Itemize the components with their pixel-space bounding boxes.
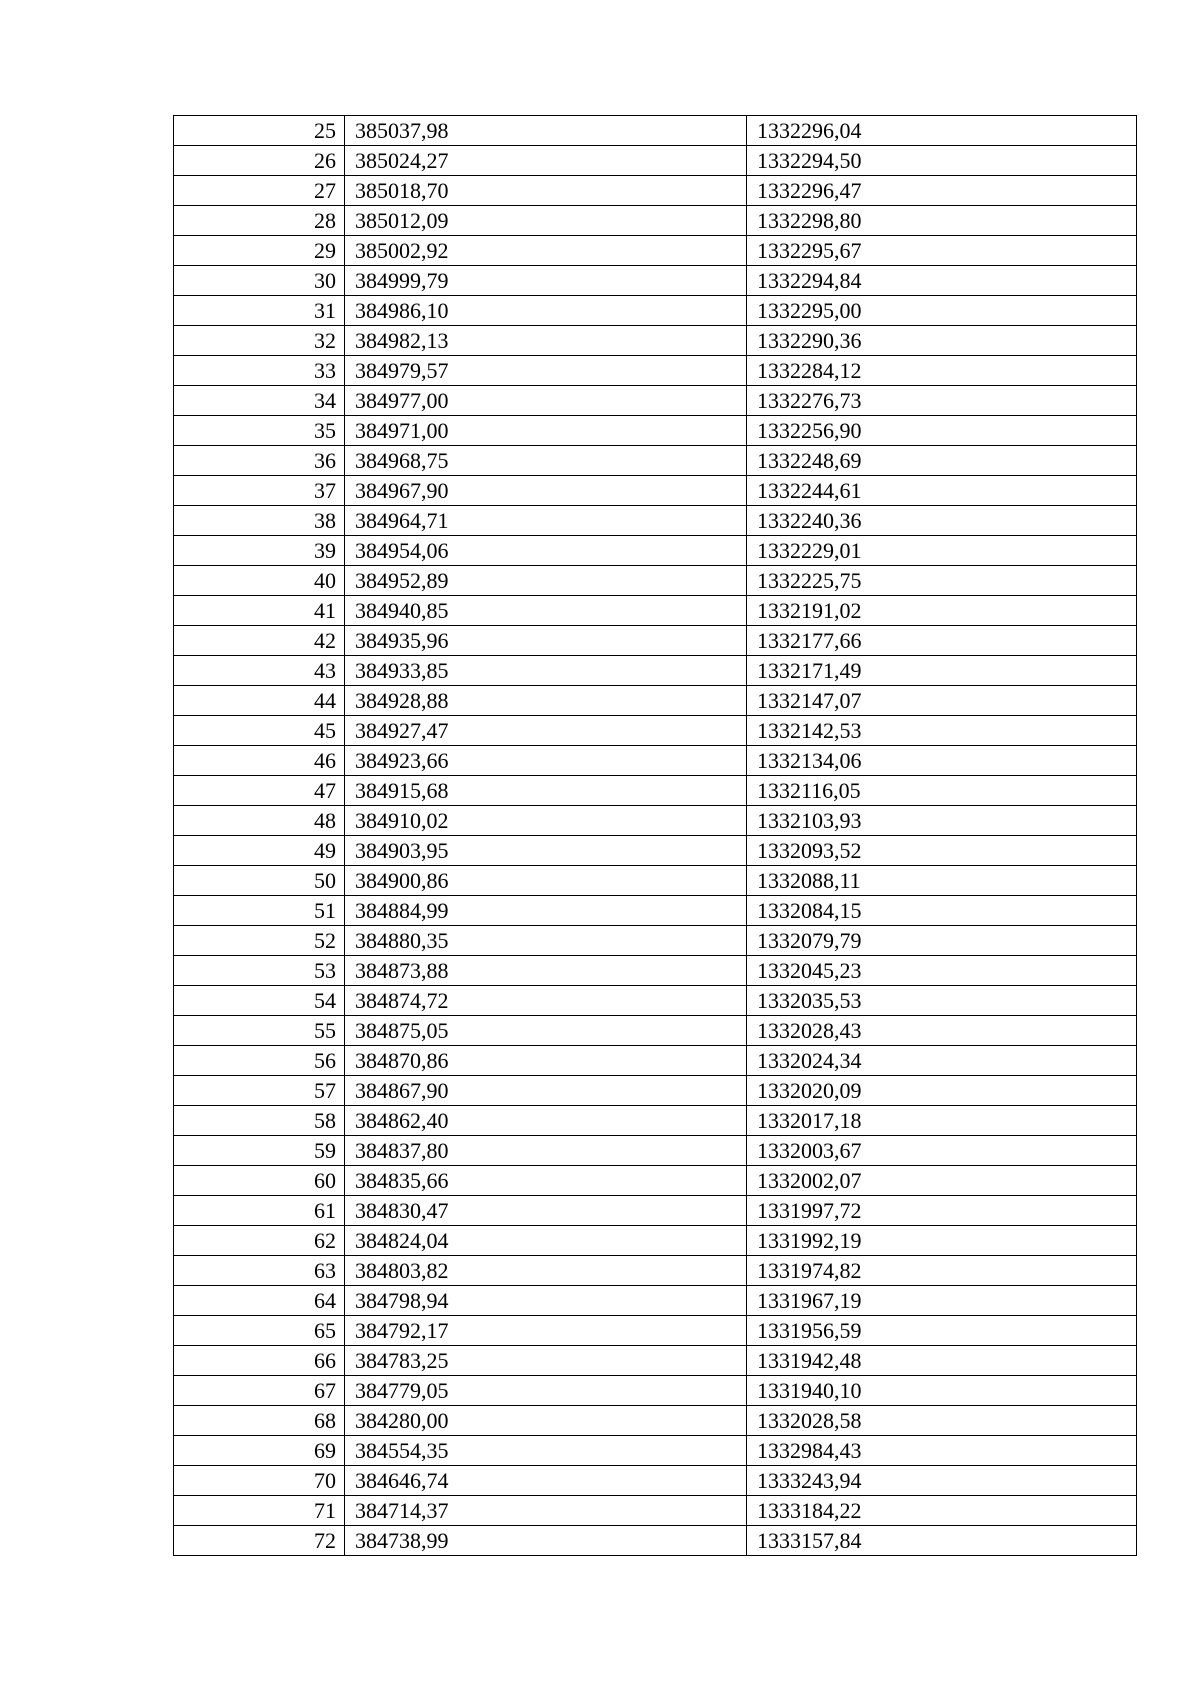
y-coordinate-cell: 1332225,75 <box>747 566 1137 596</box>
y-coordinate-cell: 1332088,11 <box>747 866 1137 896</box>
y-coordinate-cell: 1331997,72 <box>747 1196 1137 1226</box>
y-coordinate-cell: 1332084,15 <box>747 896 1137 926</box>
table-row <box>174 506 1137 536</box>
table-row <box>174 1286 1137 1316</box>
x-coordinate-cell: 384874,72 <box>345 986 747 1016</box>
table-row <box>174 1166 1137 1196</box>
table-row <box>174 566 1137 596</box>
x-coordinate-cell: 384940,85 <box>345 596 747 626</box>
x-coordinate-cell: 384952,89 <box>345 566 747 596</box>
table-row <box>174 1226 1137 1256</box>
x-coordinate-cell: 384971,00 <box>345 416 747 446</box>
point-number-cell: 37 <box>174 476 345 506</box>
y-coordinate-cell: 1332093,52 <box>747 836 1137 866</box>
y-coordinate-cell: 1332191,02 <box>747 596 1137 626</box>
x-coordinate-cell: 384979,57 <box>345 356 747 386</box>
table-row <box>174 866 1137 896</box>
x-coordinate-cell: 384867,90 <box>345 1076 747 1106</box>
y-coordinate-cell: 1333184,22 <box>747 1496 1137 1526</box>
table-row <box>174 1496 1137 1526</box>
x-coordinate-cell: 384803,82 <box>345 1256 747 1286</box>
x-coordinate-cell: 384935,96 <box>345 626 747 656</box>
table-row <box>174 536 1137 566</box>
y-coordinate-cell: 1332142,53 <box>747 716 1137 746</box>
x-coordinate-cell: 384738,99 <box>345 1526 747 1556</box>
table-row <box>174 1406 1137 1436</box>
y-coordinate-cell: 1333243,94 <box>747 1466 1137 1496</box>
point-number-cell: 36 <box>174 446 345 476</box>
table-row <box>174 296 1137 326</box>
x-coordinate-cell: 384280,00 <box>345 1406 747 1436</box>
table-row <box>174 1136 1137 1166</box>
point-number-cell: 58 <box>174 1106 345 1136</box>
y-coordinate-cell: 1332296,47 <box>747 176 1137 206</box>
y-coordinate-cell: 1332240,36 <box>747 506 1137 536</box>
table-row <box>174 1466 1137 1496</box>
x-coordinate-cell: 384903,95 <box>345 836 747 866</box>
point-number-cell: 69 <box>174 1436 345 1466</box>
y-coordinate-cell: 1332134,06 <box>747 746 1137 776</box>
y-coordinate-cell: 1331942,48 <box>747 1346 1137 1376</box>
table-row <box>174 206 1137 236</box>
table-row <box>174 716 1137 746</box>
x-coordinate-cell: 384714,37 <box>345 1496 747 1526</box>
point-number-cell: 28 <box>174 206 345 236</box>
point-number-cell: 32 <box>174 326 345 356</box>
y-coordinate-cell: 1332028,43 <box>747 1016 1137 1046</box>
point-number-cell: 55 <box>174 1016 345 1046</box>
point-number-cell: 30 <box>174 266 345 296</box>
point-number-cell: 41 <box>174 596 345 626</box>
y-coordinate-cell: 1332294,50 <box>747 146 1137 176</box>
x-coordinate-cell: 384884,99 <box>345 896 747 926</box>
table-row <box>174 356 1137 386</box>
y-coordinate-cell: 1332984,43 <box>747 1436 1137 1466</box>
x-coordinate-cell: 384968,75 <box>345 446 747 476</box>
point-number-cell: 33 <box>174 356 345 386</box>
x-coordinate-cell: 385037,98 <box>345 116 747 146</box>
table-row <box>174 596 1137 626</box>
point-number-cell: 45 <box>174 716 345 746</box>
y-coordinate-cell: 1332116,05 <box>747 776 1137 806</box>
table-row <box>174 896 1137 926</box>
coordinates-table-body <box>174 116 1137 1556</box>
y-coordinate-cell: 1332296,04 <box>747 116 1137 146</box>
x-coordinate-cell: 385018,70 <box>345 176 747 206</box>
point-number-cell: 50 <box>174 866 345 896</box>
table-row <box>174 176 1137 206</box>
table-row <box>174 1316 1137 1346</box>
table-row <box>174 416 1137 446</box>
point-number-cell: 26 <box>174 146 345 176</box>
x-coordinate-cell: 384798,94 <box>345 1286 747 1316</box>
point-number-cell: 51 <box>174 896 345 926</box>
table-row <box>174 1106 1137 1136</box>
point-number-cell: 42 <box>174 626 345 656</box>
point-number-cell: 65 <box>174 1316 345 1346</box>
x-coordinate-cell: 384954,06 <box>345 536 747 566</box>
point-number-cell: 46 <box>174 746 345 776</box>
x-coordinate-cell: 384880,35 <box>345 926 747 956</box>
y-coordinate-cell: 1331940,10 <box>747 1376 1137 1406</box>
table-row <box>174 1076 1137 1106</box>
table-row <box>174 1346 1137 1376</box>
y-coordinate-cell: 1332020,09 <box>747 1076 1137 1106</box>
point-number-cell: 25 <box>174 116 345 146</box>
table-row <box>174 236 1137 266</box>
y-coordinate-cell: 1332295,00 <box>747 296 1137 326</box>
x-coordinate-cell: 384999,79 <box>345 266 747 296</box>
table-row <box>174 1196 1137 1226</box>
table-row <box>174 1436 1137 1466</box>
x-coordinate-cell: 384835,66 <box>345 1166 747 1196</box>
x-coordinate-cell: 384554,35 <box>345 1436 747 1466</box>
x-coordinate-cell: 385024,27 <box>345 146 747 176</box>
table-row <box>174 926 1137 956</box>
y-coordinate-cell: 1332256,90 <box>747 416 1137 446</box>
point-number-cell: 68 <box>174 1406 345 1436</box>
y-coordinate-cell: 1331974,82 <box>747 1256 1137 1286</box>
x-coordinate-cell: 384900,86 <box>345 866 747 896</box>
point-number-cell: 49 <box>174 836 345 866</box>
x-coordinate-cell: 384915,68 <box>345 776 747 806</box>
x-coordinate-cell: 384862,40 <box>345 1106 747 1136</box>
point-number-cell: 64 <box>174 1286 345 1316</box>
x-coordinate-cell: 384982,13 <box>345 326 747 356</box>
coordinates-table <box>173 115 1137 1556</box>
point-number-cell: 43 <box>174 656 345 686</box>
table-row <box>174 1046 1137 1076</box>
table-row <box>174 986 1137 1016</box>
point-number-cell: 56 <box>174 1046 345 1076</box>
y-coordinate-cell: 1332171,49 <box>747 656 1137 686</box>
table-row <box>174 266 1137 296</box>
point-number-cell: 70 <box>174 1466 345 1496</box>
x-coordinate-cell: 384646,74 <box>345 1466 747 1496</box>
table-row <box>174 956 1137 986</box>
table-row <box>174 836 1137 866</box>
x-coordinate-cell: 384964,71 <box>345 506 747 536</box>
point-number-cell: 67 <box>174 1376 345 1406</box>
table-row <box>174 626 1137 656</box>
point-number-cell: 47 <box>174 776 345 806</box>
table-row <box>174 1256 1137 1286</box>
y-coordinate-cell: 1332284,12 <box>747 356 1137 386</box>
y-coordinate-cell: 1332276,73 <box>747 386 1137 416</box>
y-coordinate-cell: 1332079,79 <box>747 926 1137 956</box>
point-number-cell: 40 <box>174 566 345 596</box>
point-number-cell: 52 <box>174 926 345 956</box>
x-coordinate-cell: 384873,88 <box>345 956 747 986</box>
point-number-cell: 59 <box>174 1136 345 1166</box>
x-coordinate-cell: 384779,05 <box>345 1376 747 1406</box>
y-coordinate-cell: 1332003,67 <box>747 1136 1137 1166</box>
y-coordinate-cell: 1332290,36 <box>747 326 1137 356</box>
y-coordinate-cell: 1332177,66 <box>747 626 1137 656</box>
y-coordinate-cell: 1332017,18 <box>747 1106 1137 1136</box>
point-number-cell: 63 <box>174 1256 345 1286</box>
x-coordinate-cell: 384824,04 <box>345 1226 747 1256</box>
x-coordinate-cell: 384923,66 <box>345 746 747 776</box>
table-row <box>174 446 1137 476</box>
y-coordinate-cell: 1332147,07 <box>747 686 1137 716</box>
x-coordinate-cell: 384783,25 <box>345 1346 747 1376</box>
x-coordinate-cell: 384986,10 <box>345 296 747 326</box>
y-coordinate-cell: 1332002,07 <box>747 1166 1137 1196</box>
y-coordinate-cell: 1332028,58 <box>747 1406 1137 1436</box>
y-coordinate-cell: 1332298,80 <box>747 206 1137 236</box>
table-row <box>174 1016 1137 1046</box>
table-row <box>174 476 1137 506</box>
x-coordinate-cell: 384928,88 <box>345 686 747 716</box>
table-row <box>174 806 1137 836</box>
point-number-cell: 71 <box>174 1496 345 1526</box>
y-coordinate-cell: 1332294,84 <box>747 266 1137 296</box>
y-coordinate-cell: 1332295,67 <box>747 236 1137 266</box>
x-coordinate-cell: 384977,00 <box>345 386 747 416</box>
point-number-cell: 53 <box>174 956 345 986</box>
table-row <box>174 776 1137 806</box>
x-coordinate-cell: 384910,02 <box>345 806 747 836</box>
point-number-cell: 35 <box>174 416 345 446</box>
table-row <box>174 386 1137 416</box>
x-coordinate-cell: 384967,90 <box>345 476 747 506</box>
y-coordinate-cell: 1332045,23 <box>747 956 1137 986</box>
table-row <box>174 146 1137 176</box>
point-number-cell: 48 <box>174 806 345 836</box>
x-coordinate-cell: 384830,47 <box>345 1196 747 1226</box>
point-number-cell: 72 <box>174 1526 345 1556</box>
table-row <box>174 746 1137 776</box>
x-coordinate-cell: 385002,92 <box>345 236 747 266</box>
point-number-cell: 27 <box>174 176 345 206</box>
x-coordinate-cell: 384837,80 <box>345 1136 747 1166</box>
point-number-cell: 61 <box>174 1196 345 1226</box>
x-coordinate-cell: 384933,85 <box>345 656 747 686</box>
y-coordinate-cell: 1332248,69 <box>747 446 1137 476</box>
x-coordinate-cell: 384792,17 <box>345 1316 747 1346</box>
point-number-cell: 54 <box>174 986 345 1016</box>
point-number-cell: 38 <box>174 506 345 536</box>
table-row <box>174 326 1137 356</box>
point-number-cell: 66 <box>174 1346 345 1376</box>
point-number-cell: 44 <box>174 686 345 716</box>
table-row <box>174 656 1137 686</box>
y-coordinate-cell: 1331956,59 <box>747 1316 1137 1346</box>
x-coordinate-cell: 384927,47 <box>345 716 747 746</box>
y-coordinate-cell: 1332229,01 <box>747 536 1137 566</box>
table-row <box>174 1526 1137 1556</box>
x-coordinate-cell: 384875,05 <box>345 1016 747 1046</box>
y-coordinate-cell: 1332035,53 <box>747 986 1137 1016</box>
y-coordinate-cell: 1332024,34 <box>747 1046 1137 1076</box>
point-number-cell: 31 <box>174 296 345 326</box>
point-number-cell: 60 <box>174 1166 345 1196</box>
y-coordinate-cell: 1331967,19 <box>747 1286 1137 1316</box>
table-row <box>174 116 1137 146</box>
point-number-cell: 29 <box>174 236 345 266</box>
y-coordinate-cell: 1331992,19 <box>747 1226 1137 1256</box>
table-row <box>174 1376 1137 1406</box>
point-number-cell: 39 <box>174 536 345 566</box>
x-coordinate-cell: 384870,86 <box>345 1046 747 1076</box>
x-coordinate-cell: 385012,09 <box>345 206 747 236</box>
y-coordinate-cell: 1332103,93 <box>747 806 1137 836</box>
y-coordinate-cell: 1333157,84 <box>747 1526 1137 1556</box>
point-number-cell: 57 <box>174 1076 345 1106</box>
table-row <box>174 686 1137 716</box>
point-number-cell: 62 <box>174 1226 345 1256</box>
y-coordinate-cell: 1332244,61 <box>747 476 1137 506</box>
point-number-cell: 34 <box>174 386 345 416</box>
